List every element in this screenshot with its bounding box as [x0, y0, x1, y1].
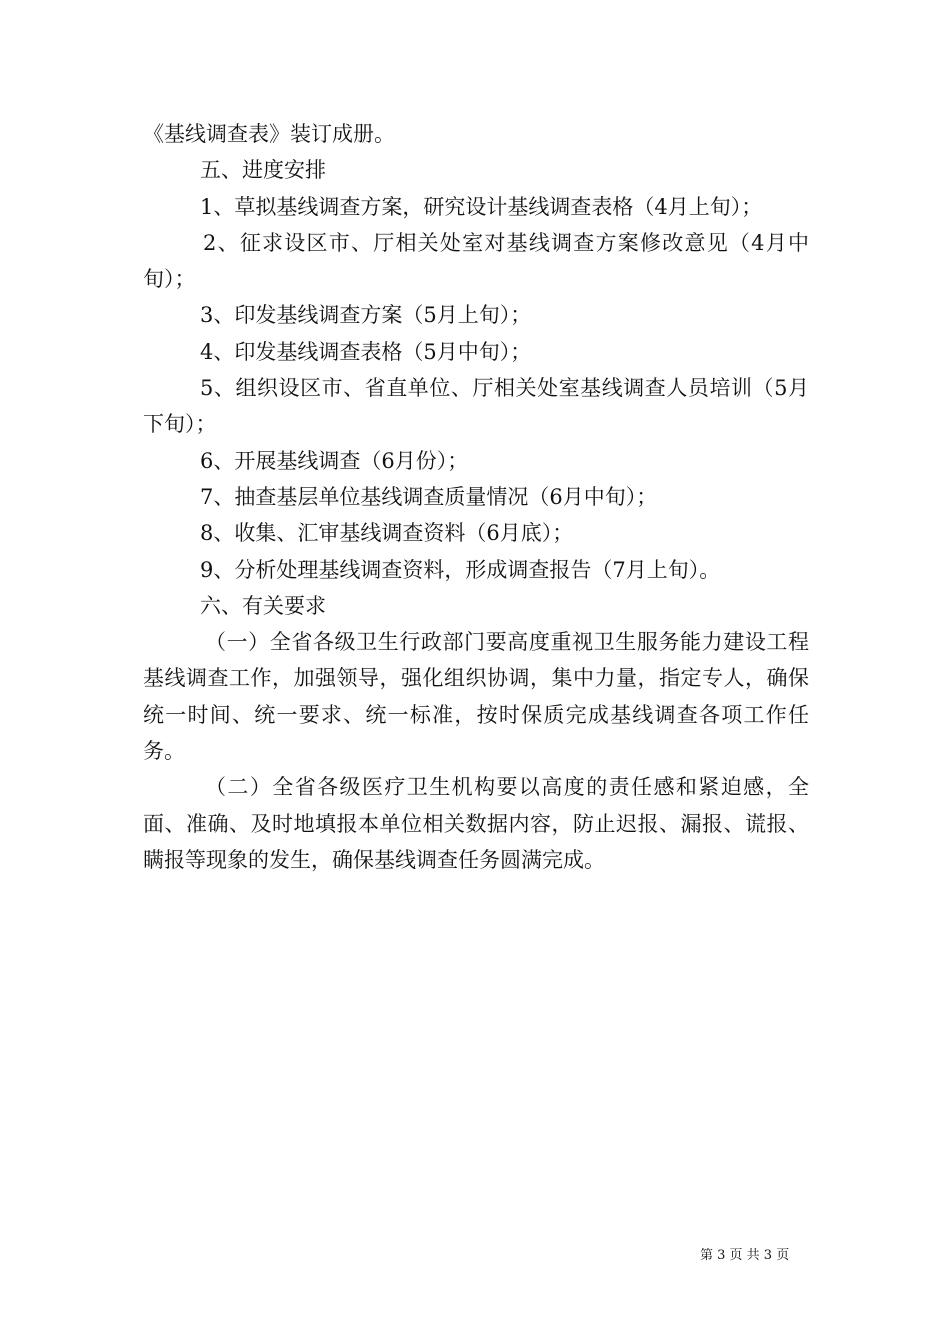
requirement-item-1: （一）全省各级卫生行政部门要高度重视卫生服务能力建设工程基线调查工作，加强领导，强化组织协调，集中力量，指定专人，确保统一时间、统一要求、统一标准，按时保质完成基线调查各项工作任务。	[143, 630, 809, 764]
schedule-item-5: 5、组织设区市、省直单位、厅相关处室基线调查人员培训（5月下旬）；	[143, 376, 809, 437]
schedule-item-9: 9、分析处理基线调查资料，形成调查报告（7月上旬）。	[200, 557, 721, 582]
section-heading-requirements: 六、有关要求	[200, 593, 326, 618]
schedule-item-8: 8、收集、汇审基线调查资料（6月底）；	[200, 521, 574, 546]
document-body	[143, 116, 809, 878]
schedule-item-7: 7、抽查基层单位基线调查质量情况（6月中旬）；	[200, 484, 658, 509]
paragraph-continuation: 《基线调查表》装订成册。	[143, 122, 395, 146]
requirement-item-2: （二）全省各级医疗卫生机构要以高度的责任感和紧迫感，全面、准确、及时地填报本单位相关数据内容，防止迟报、漏报、谎报、瞒报等现象的发生，确保基线调查任务圆满完成。	[143, 775, 809, 872]
section-heading-schedule: 五、进度安排	[200, 158, 326, 183]
schedule-item-4: 4、印发基线调查表格（5月中旬）；	[200, 339, 532, 364]
schedule-item-6: 6、开展基线调查（6月份）；	[200, 448, 469, 473]
schedule-item-2: 2、征求设区市、厅相关处室对基线调查方案修改意见（4月中旬）；	[143, 230, 809, 292]
schedule-item-1: 1、草拟基线调查方案，研究设计基线调查表格（4月上旬）；	[200, 194, 763, 219]
page-number-footer: 第 3 页 共 3 页	[700, 1248, 790, 1263]
schedule-item-3: 3、印发基线调查方案（5月上旬）；	[200, 303, 532, 328]
